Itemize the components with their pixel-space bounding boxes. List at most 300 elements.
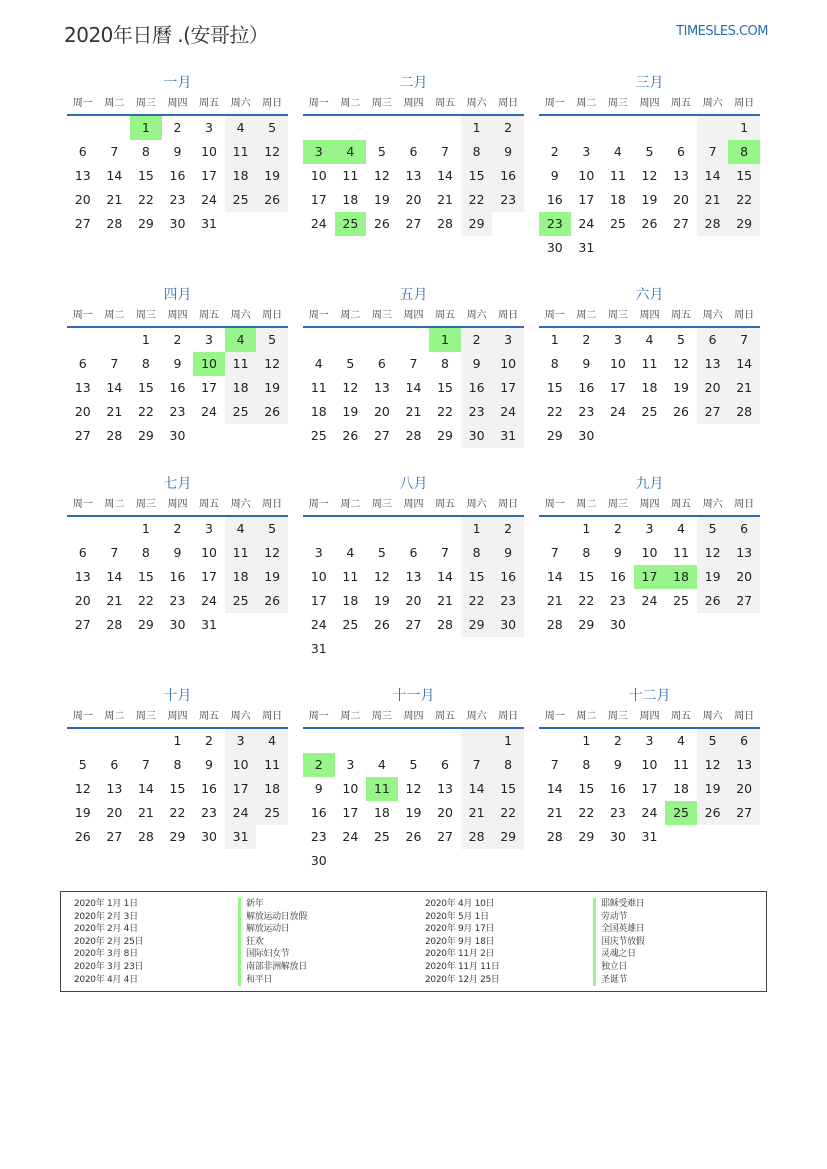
day-cell[interactable]: 6 bbox=[377, 356, 386, 371]
day-cell[interactable]: 19 bbox=[697, 565, 729, 589]
day-cell[interactable]: 27 bbox=[373, 428, 390, 443]
day-cell[interactable]: 18 bbox=[225, 376, 257, 400]
day-cell[interactable]: 4 bbox=[677, 733, 685, 748]
day-cell[interactable]: 3 bbox=[645, 733, 654, 748]
day-cell[interactable]: 14 bbox=[106, 168, 123, 183]
day-cell[interactable]: 14 bbox=[137, 781, 154, 796]
day-cell[interactable]: 22 bbox=[492, 801, 524, 825]
day-cell[interactable]: 19 bbox=[256, 164, 288, 188]
day-cell[interactable]: 24 bbox=[225, 801, 257, 825]
day-cell[interactable]: 22 bbox=[437, 404, 453, 419]
day-cell[interactable]: 20 bbox=[106, 805, 123, 820]
day-cell[interactable]: 26 bbox=[641, 216, 658, 231]
day-cell[interactable]: 13 bbox=[74, 569, 91, 584]
day-cell[interactable]: 4 bbox=[377, 757, 386, 772]
day-cell[interactable]: 1 bbox=[728, 116, 760, 140]
day-cell[interactable]: 23 bbox=[609, 593, 626, 608]
day-cell[interactable]: 8 bbox=[441, 356, 449, 371]
day-cell[interactable]: 9 bbox=[550, 168, 559, 183]
day-cell[interactable]: 15 bbox=[169, 781, 186, 796]
day-cell[interactable]: 4 bbox=[225, 116, 257, 140]
day-cell[interactable]: 10 bbox=[641, 545, 658, 560]
day-cell[interactable]: 27 bbox=[728, 801, 760, 825]
day-cell[interactable]: 15 bbox=[137, 569, 154, 584]
day-cell[interactable]: 30 bbox=[310, 853, 327, 868]
day-cell[interactable]: 22 bbox=[137, 404, 154, 419]
day-cell[interactable]: 2 bbox=[173, 332, 182, 347]
day-cell[interactable]: 4 bbox=[677, 521, 685, 536]
day-cell[interactable]: 6 bbox=[78, 545, 87, 560]
day-cell[interactable]: 27 bbox=[437, 829, 453, 844]
day-cell[interactable]: 26 bbox=[256, 589, 288, 613]
day-cell[interactable]: 3 bbox=[492, 328, 524, 352]
day-cell[interactable]: 13 bbox=[728, 753, 760, 777]
day-cell-holiday[interactable]: 23 bbox=[539, 212, 571, 236]
day-cell[interactable]: 28 bbox=[546, 829, 563, 844]
day-cell[interactable]: 18 bbox=[342, 192, 359, 207]
day-cell[interactable]: 14 bbox=[546, 569, 563, 584]
day-cell[interactable]: 24 bbox=[342, 829, 359, 844]
day-cell[interactable]: 19 bbox=[641, 192, 658, 207]
day-cell[interactable]: 29 bbox=[492, 825, 524, 849]
day-cell-holiday[interactable]: 10 bbox=[193, 352, 225, 376]
day-cell[interactable]: 3 bbox=[205, 332, 213, 347]
day-cell[interactable]: 13 bbox=[697, 352, 729, 376]
day-cell[interactable]: 30 bbox=[169, 216, 186, 231]
day-cell[interactable]: 10 bbox=[201, 144, 217, 159]
day-cell[interactable]: 31 bbox=[201, 617, 217, 632]
day-cell[interactable]: 27 bbox=[74, 428, 91, 443]
day-cell[interactable]: 28 bbox=[437, 617, 453, 632]
day-cell[interactable]: 14 bbox=[461, 777, 493, 801]
day-cell[interactable]: 11 bbox=[310, 380, 327, 395]
day-cell[interactable]: 7 bbox=[110, 356, 119, 371]
day-cell[interactable]: 22 bbox=[137, 593, 154, 608]
day-cell[interactable]: 28 bbox=[728, 400, 760, 424]
day-cell[interactable]: 5 bbox=[377, 144, 386, 159]
day-cell[interactable]: 6 bbox=[409, 545, 418, 560]
day-cell[interactable]: 12 bbox=[373, 569, 390, 584]
day-cell[interactable]: 17 bbox=[342, 805, 359, 820]
day-cell-holiday[interactable]: 2 bbox=[303, 753, 335, 777]
day-cell[interactable]: 24 bbox=[201, 192, 217, 207]
day-cell-holiday[interactable]: 4 bbox=[225, 328, 257, 352]
day-cell[interactable]: 26 bbox=[697, 589, 729, 613]
day-cell[interactable]: 1 bbox=[141, 521, 150, 536]
day-cell[interactable]: 15 bbox=[578, 781, 595, 796]
day-cell[interactable]: 23 bbox=[169, 192, 186, 207]
site-logo[interactable]: TIMESLES.COM bbox=[676, 24, 768, 39]
day-cell[interactable]: 9 bbox=[173, 545, 182, 560]
day-cell[interactable]: 25 bbox=[225, 188, 257, 212]
day-cell[interactable]: 18 bbox=[673, 781, 689, 796]
day-cell[interactable]: 7 bbox=[461, 753, 493, 777]
day-cell[interactable]: 16 bbox=[310, 805, 327, 820]
day-cell[interactable]: 13 bbox=[673, 168, 689, 183]
day-cell[interactable]: 6 bbox=[409, 144, 418, 159]
day-cell[interactable]: 25 bbox=[673, 593, 689, 608]
day-cell[interactable]: 29 bbox=[137, 617, 154, 632]
day-cell[interactable]: 5 bbox=[78, 757, 87, 772]
day-cell[interactable]: 22 bbox=[169, 805, 186, 820]
day-cell[interactable]: 2 bbox=[613, 733, 622, 748]
day-cell[interactable]: 11 bbox=[673, 545, 689, 560]
day-cell-holiday[interactable]: 1 bbox=[429, 328, 461, 352]
day-cell[interactable]: 17 bbox=[641, 781, 658, 796]
day-cell[interactable]: 24 bbox=[201, 404, 217, 419]
day-cell[interactable]: 25 bbox=[225, 400, 257, 424]
day-cell[interactable]: 6 bbox=[728, 517, 760, 541]
day-cell[interactable]: 3 bbox=[205, 120, 213, 135]
day-cell[interactable]: 12 bbox=[373, 168, 390, 183]
day-cell[interactable]: 8 bbox=[141, 356, 150, 371]
day-cell[interactable]: 24 bbox=[201, 593, 217, 608]
day-cell[interactable]: 23 bbox=[201, 805, 217, 820]
day-cell[interactable]: 18 bbox=[225, 565, 257, 589]
day-cell[interactable]: 10 bbox=[225, 753, 257, 777]
day-cell[interactable]: 16 bbox=[169, 380, 186, 395]
day-cell[interactable]: 4 bbox=[346, 545, 355, 560]
day-cell[interactable]: 15 bbox=[546, 380, 563, 395]
day-cell-holiday[interactable]: 25 bbox=[665, 801, 697, 825]
day-cell[interactable]: 29 bbox=[728, 212, 760, 236]
day-cell[interactable]: 5 bbox=[256, 517, 288, 541]
day-cell[interactable]: 15 bbox=[578, 569, 595, 584]
day-cell[interactable]: 23 bbox=[609, 805, 626, 820]
day-cell[interactable]: 1 bbox=[461, 116, 493, 140]
day-cell[interactable]: 15 bbox=[437, 380, 453, 395]
day-cell[interactable]: 13 bbox=[106, 781, 123, 796]
day-cell[interactable]: 24 bbox=[492, 400, 524, 424]
day-cell[interactable]: 7 bbox=[441, 545, 449, 560]
day-cell[interactable]: 10 bbox=[492, 352, 524, 376]
day-cell[interactable]: 21 bbox=[437, 192, 453, 207]
day-cell[interactable]: 21 bbox=[106, 593, 123, 608]
day-cell-holiday[interactable]: 4 bbox=[335, 140, 367, 164]
day-cell[interactable]: 12 bbox=[256, 140, 288, 164]
day-cell[interactable]: 9 bbox=[613, 757, 622, 772]
day-cell[interactable]: 29 bbox=[461, 212, 493, 236]
day-cell[interactable]: 6 bbox=[728, 729, 760, 753]
day-cell[interactable]: 11 bbox=[342, 569, 359, 584]
day-cell[interactable]: 8 bbox=[461, 541, 493, 565]
day-cell[interactable]: 11 bbox=[225, 352, 257, 376]
day-cell[interactable]: 5 bbox=[697, 517, 729, 541]
day-cell[interactable]: 7 bbox=[697, 140, 729, 164]
day-cell[interactable]: 6 bbox=[441, 757, 449, 772]
day-cell[interactable]: 21 bbox=[437, 593, 453, 608]
day-cell[interactable]: 2 bbox=[492, 116, 524, 140]
day-cell[interactable]: 27 bbox=[405, 216, 422, 231]
day-cell[interactable]: 13 bbox=[373, 380, 390, 395]
day-cell[interactable]: 28 bbox=[437, 216, 453, 231]
day-cell[interactable]: 13 bbox=[405, 168, 422, 183]
day-cell[interactable]: 30 bbox=[169, 428, 186, 443]
day-cell[interactable]: 1 bbox=[141, 332, 150, 347]
day-cell[interactable]: 31 bbox=[578, 240, 595, 255]
day-cell[interactable]: 8 bbox=[550, 356, 559, 371]
day-cell[interactable]: 14 bbox=[697, 164, 729, 188]
day-cell[interactable]: 25 bbox=[609, 216, 626, 231]
day-cell[interactable]: 15 bbox=[461, 565, 493, 589]
day-cell[interactable]: 25 bbox=[641, 404, 658, 419]
day-cell[interactable]: 19 bbox=[673, 380, 689, 395]
day-cell[interactable]: 29 bbox=[137, 216, 154, 231]
day-cell[interactable]: 16 bbox=[169, 168, 186, 183]
day-cell[interactable]: 27 bbox=[728, 589, 760, 613]
day-cell[interactable]: 5 bbox=[677, 332, 685, 347]
day-cell[interactable]: 7 bbox=[110, 545, 119, 560]
day-cell[interactable]: 24 bbox=[641, 593, 658, 608]
day-cell[interactable]: 19 bbox=[256, 565, 288, 589]
day-cell[interactable]: 8 bbox=[461, 140, 493, 164]
day-cell[interactable]: 8 bbox=[582, 757, 591, 772]
day-cell[interactable]: 16 bbox=[492, 164, 524, 188]
day-cell[interactable]: 29 bbox=[578, 617, 595, 632]
day-cell[interactable]: 3 bbox=[346, 757, 355, 772]
day-cell[interactable]: 11 bbox=[673, 757, 689, 772]
day-cell[interactable]: 27 bbox=[697, 400, 729, 424]
day-cell[interactable]: 11 bbox=[342, 168, 359, 183]
day-cell[interactable]: 23 bbox=[310, 829, 327, 844]
day-cell[interactable]: 7 bbox=[409, 356, 418, 371]
day-cell[interactable]: 31 bbox=[225, 825, 257, 849]
day-cell[interactable]: 8 bbox=[173, 757, 182, 772]
day-cell[interactable]: 26 bbox=[256, 188, 288, 212]
day-cell[interactable]: 20 bbox=[405, 192, 422, 207]
day-cell[interactable]: 2 bbox=[173, 521, 182, 536]
day-cell[interactable]: 15 bbox=[728, 164, 760, 188]
day-cell[interactable]: 20 bbox=[673, 192, 689, 207]
day-cell[interactable]: 20 bbox=[405, 593, 422, 608]
day-cell[interactable]: 18 bbox=[373, 805, 390, 820]
day-cell-holiday[interactable]: 18 bbox=[665, 565, 697, 589]
day-cell[interactable]: 19 bbox=[373, 192, 390, 207]
day-cell[interactable]: 20 bbox=[74, 593, 91, 608]
day-cell[interactable]: 11 bbox=[609, 168, 626, 183]
day-cell[interactable]: 22 bbox=[578, 593, 595, 608]
day-cell[interactable]: 30 bbox=[461, 424, 493, 448]
day-cell[interactable]: 18 bbox=[641, 380, 658, 395]
day-cell[interactable]: 10 bbox=[310, 168, 327, 183]
day-cell[interactable]: 30 bbox=[492, 613, 524, 637]
day-cell[interactable]: 30 bbox=[578, 428, 595, 443]
day-cell[interactable]: 21 bbox=[405, 404, 422, 419]
day-cell[interactable]: 6 bbox=[110, 757, 119, 772]
day-cell[interactable]: 3 bbox=[582, 144, 591, 159]
day-cell[interactable]: 9 bbox=[461, 352, 493, 376]
day-cell[interactable]: 12 bbox=[74, 781, 91, 796]
day-cell[interactable]: 22 bbox=[728, 188, 760, 212]
day-cell[interactable]: 2 bbox=[582, 332, 591, 347]
day-cell[interactable]: 1 bbox=[582, 521, 591, 536]
day-cell[interactable]: 22 bbox=[461, 589, 493, 613]
day-cell[interactable]: 12 bbox=[697, 541, 729, 565]
day-cell[interactable]: 23 bbox=[492, 589, 524, 613]
day-cell[interactable]: 14 bbox=[728, 352, 760, 376]
day-cell[interactable]: 8 bbox=[582, 545, 591, 560]
day-cell[interactable]: 9 bbox=[492, 541, 524, 565]
day-cell[interactable]: 17 bbox=[310, 593, 327, 608]
day-cell[interactable]: 11 bbox=[256, 753, 288, 777]
day-cell[interactable]: 16 bbox=[492, 565, 524, 589]
day-cell[interactable]: 12 bbox=[256, 541, 288, 565]
day-cell[interactable]: 3 bbox=[645, 521, 654, 536]
day-cell[interactable]: 5 bbox=[346, 356, 355, 371]
day-cell[interactable]: 2 bbox=[173, 120, 182, 135]
day-cell[interactable]: 2 bbox=[492, 517, 524, 541]
day-cell[interactable]: 16 bbox=[169, 569, 186, 584]
day-cell[interactable]: 6 bbox=[78, 356, 87, 371]
day-cell[interactable]: 19 bbox=[697, 777, 729, 801]
day-cell[interactable]: 6 bbox=[697, 328, 729, 352]
day-cell[interactable]: 5 bbox=[377, 545, 386, 560]
day-cell[interactable]: 29 bbox=[437, 428, 453, 443]
day-cell[interactable]: 19 bbox=[405, 805, 422, 820]
day-cell[interactable]: 1 bbox=[173, 733, 182, 748]
day-cell[interactable]: 9 bbox=[613, 545, 622, 560]
day-cell[interactable]: 11 bbox=[225, 541, 257, 565]
day-cell[interactable]: 11 bbox=[641, 356, 658, 371]
day-cell[interactable]: 31 bbox=[310, 641, 327, 656]
day-cell-holiday[interactable]: 11 bbox=[366, 777, 398, 801]
day-cell-holiday[interactable]: 25 bbox=[335, 212, 367, 236]
day-cell[interactable]: 30 bbox=[201, 829, 217, 844]
day-cell[interactable]: 13 bbox=[405, 569, 422, 584]
day-cell[interactable]: 18 bbox=[256, 777, 288, 801]
day-cell[interactable]: 10 bbox=[578, 168, 595, 183]
day-cell[interactable]: 24 bbox=[609, 404, 626, 419]
day-cell[interactable]: 5 bbox=[697, 729, 729, 753]
day-cell[interactable]: 2 bbox=[613, 521, 622, 536]
day-cell[interactable]: 27 bbox=[74, 617, 91, 632]
day-cell[interactable]: 4 bbox=[645, 332, 654, 347]
day-cell[interactable]: 21 bbox=[728, 376, 760, 400]
day-cell[interactable]: 12 bbox=[342, 380, 359, 395]
day-cell[interactable]: 17 bbox=[609, 380, 626, 395]
day-cell[interactable]: 25 bbox=[256, 801, 288, 825]
day-cell[interactable]: 28 bbox=[405, 428, 422, 443]
day-cell[interactable]: 21 bbox=[106, 192, 123, 207]
day-cell[interactable]: 17 bbox=[578, 192, 595, 207]
day-cell[interactable]: 13 bbox=[437, 781, 453, 796]
day-cell[interactable]: 14 bbox=[437, 168, 453, 183]
day-cell[interactable]: 16 bbox=[546, 192, 563, 207]
day-cell[interactable]: 1 bbox=[461, 517, 493, 541]
day-cell[interactable]: 28 bbox=[106, 428, 123, 443]
day-cell-holiday[interactable]: 3 bbox=[303, 140, 335, 164]
day-cell[interactable]: 15 bbox=[137, 168, 154, 183]
day-cell[interactable]: 24 bbox=[641, 805, 658, 820]
day-cell[interactable]: 19 bbox=[74, 805, 91, 820]
day-cell[interactable]: 9 bbox=[582, 356, 591, 371]
day-cell[interactable]: 2 bbox=[461, 328, 493, 352]
day-cell[interactable]: 31 bbox=[641, 829, 658, 844]
day-cell[interactable]: 22 bbox=[461, 188, 493, 212]
day-cell[interactable]: 13 bbox=[74, 380, 91, 395]
day-cell[interactable]: 12 bbox=[405, 781, 422, 796]
day-cell[interactable]: 17 bbox=[310, 192, 327, 207]
day-cell[interactable]: 18 bbox=[225, 164, 257, 188]
day-cell[interactable]: 20 bbox=[697, 376, 729, 400]
day-cell[interactable]: 28 bbox=[106, 617, 123, 632]
day-cell[interactable]: 4 bbox=[225, 517, 257, 541]
day-cell[interactable]: 10 bbox=[201, 545, 217, 560]
day-cell[interactable]: 3 bbox=[613, 332, 622, 347]
day-cell[interactable]: 28 bbox=[106, 216, 123, 231]
day-cell[interactable]: 26 bbox=[673, 404, 689, 419]
day-cell[interactable]: 26 bbox=[342, 428, 359, 443]
day-cell[interactable]: 13 bbox=[728, 541, 760, 565]
day-cell[interactable]: 21 bbox=[461, 801, 493, 825]
day-cell[interactable]: 26 bbox=[697, 801, 729, 825]
day-cell[interactable]: 19 bbox=[373, 593, 390, 608]
day-cell[interactable]: 12 bbox=[673, 356, 689, 371]
day-cell[interactable]: 19 bbox=[256, 376, 288, 400]
day-cell[interactable]: 7 bbox=[110, 144, 119, 159]
day-cell[interactable]: 21 bbox=[546, 805, 563, 820]
day-cell[interactable]: 25 bbox=[225, 589, 257, 613]
day-cell[interactable]: 29 bbox=[546, 428, 563, 443]
day-cell[interactable]: 24 bbox=[310, 216, 327, 231]
day-cell[interactable]: 1 bbox=[582, 733, 591, 748]
day-cell[interactable]: 7 bbox=[550, 757, 559, 772]
day-cell[interactable]: 29 bbox=[137, 428, 154, 443]
day-cell[interactable]: 14 bbox=[437, 569, 453, 584]
day-cell[interactable]: 16 bbox=[609, 569, 626, 584]
day-cell[interactable]: 4 bbox=[256, 729, 288, 753]
day-cell[interactable]: 10 bbox=[310, 569, 327, 584]
day-cell[interactable]: 10 bbox=[342, 781, 359, 796]
day-cell[interactable]: 2 bbox=[550, 144, 559, 159]
day-cell[interactable]: 27 bbox=[74, 216, 91, 231]
day-cell[interactable]: 8 bbox=[141, 144, 150, 159]
day-cell[interactable]: 23 bbox=[169, 593, 186, 608]
day-cell[interactable]: 20 bbox=[437, 805, 453, 820]
day-cell[interactable]: 3 bbox=[314, 545, 323, 560]
day-cell[interactable]: 28 bbox=[697, 212, 729, 236]
day-cell[interactable]: 26 bbox=[256, 400, 288, 424]
day-cell[interactable]: 9 bbox=[173, 144, 182, 159]
day-cell[interactable]: 18 bbox=[310, 404, 327, 419]
day-cell[interactable]: 1 bbox=[492, 729, 524, 753]
day-cell[interactable]: 27 bbox=[405, 617, 422, 632]
day-cell[interactable]: 22 bbox=[546, 404, 563, 419]
day-cell[interactable]: 25 bbox=[373, 829, 390, 844]
day-cell[interactable]: 20 bbox=[728, 565, 760, 589]
day-cell[interactable]: 15 bbox=[492, 777, 524, 801]
day-cell[interactable]: 3 bbox=[205, 521, 213, 536]
day-cell[interactable]: 17 bbox=[201, 380, 217, 395]
day-cell[interactable]: 7 bbox=[550, 545, 559, 560]
day-cell[interactable]: 19 bbox=[342, 404, 359, 419]
day-cell[interactable]: 24 bbox=[578, 216, 595, 231]
day-cell[interactable]: 15 bbox=[137, 380, 154, 395]
day-cell[interactable]: 18 bbox=[342, 593, 359, 608]
day-cell[interactable]: 21 bbox=[137, 805, 154, 820]
day-cell[interactable]: 13 bbox=[74, 168, 91, 183]
day-cell[interactable]: 7 bbox=[728, 328, 760, 352]
day-cell[interactable]: 30 bbox=[609, 617, 626, 632]
day-cell[interactable]: 26 bbox=[373, 617, 390, 632]
day-cell[interactable]: 10 bbox=[641, 757, 658, 772]
day-cell[interactable]: 9 bbox=[492, 140, 524, 164]
day-cell[interactable]: 17 bbox=[225, 777, 257, 801]
day-cell[interactable]: 20 bbox=[728, 777, 760, 801]
day-cell[interactable]: 9 bbox=[314, 781, 323, 796]
day-cell[interactable]: 6 bbox=[78, 144, 87, 159]
day-cell[interactable]: 29 bbox=[578, 829, 595, 844]
